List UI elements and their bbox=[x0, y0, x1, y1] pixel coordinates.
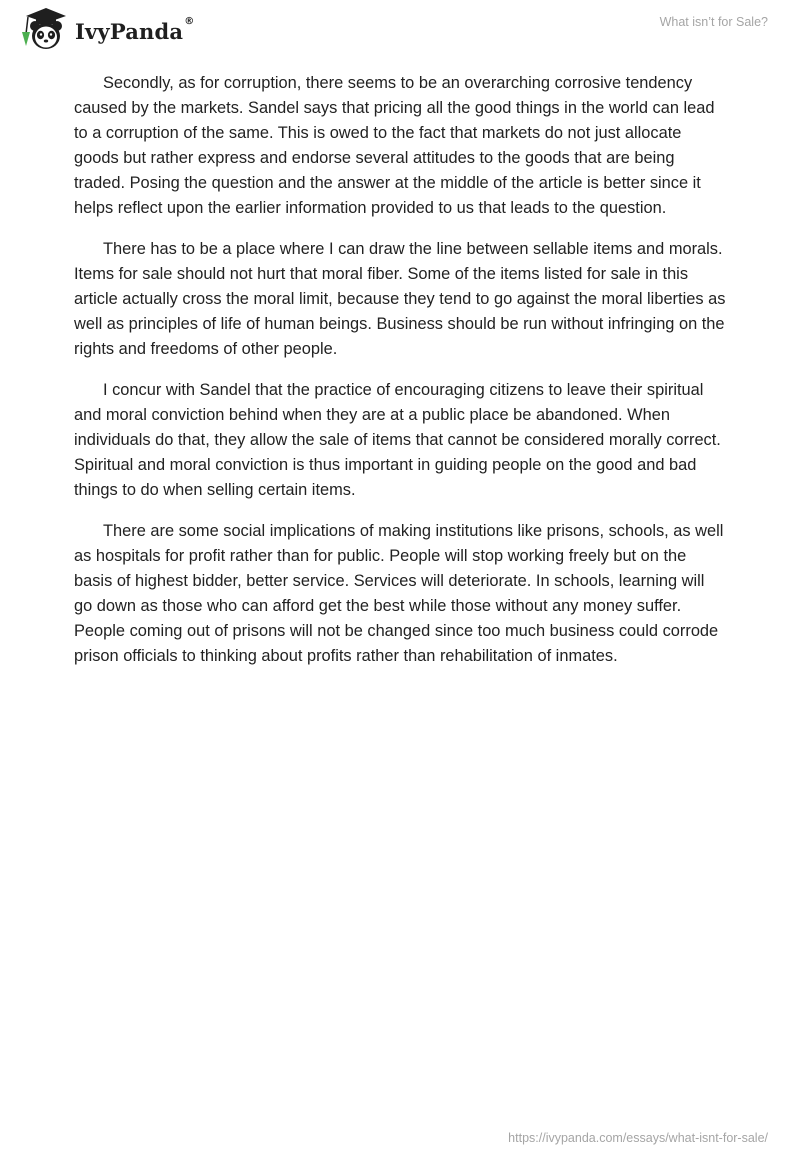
essay-body bbox=[74, 71, 726, 685]
ivypanda-logo[interactable] bbox=[14, 8, 194, 52]
page-title: What isn’t for Sale? bbox=[659, 15, 768, 29]
essay-paragraph: I concur with Sandel that the practice of encouraging citizens to leave their spiritual and moral conviction behind when they are at a public place be abandoned. When individuals do that, they allow the sale of items that cannot be considered morally correct. Spiritual and moral conviction is thus important in guiding people on the good and bad things to do when selling certain items. bbox=[74, 381, 721, 499]
essay-paragraph: There has to be a place where I can draw the line between sellable items and morals. Items for sale should not hurt that moral fiber. Some of the items listed for sale in this article actually cross the moral limit, because they tend to go against the moral liberties as well as principles of life of human beings. Business should be run without infringing on the rights and freedoms of other people. bbox=[74, 240, 726, 358]
page-header bbox=[0, 0, 800, 60]
source-url[interactable]: https://ivypanda.com/essays/what-isnt-for-sale/ bbox=[508, 1131, 768, 1145]
essay-paragraph: Secondly, as for corruption, there seems to be an overarching corrosive tendency caused by the markets. Sandel says that pricing all the good things in the world can lead to a corruption of the same. This is owed to the fact that markets do not just allocate goods but rather express and endorse several attitudes to the goods that are being traded. Posing the question and the answer at the middle of the article is better since it helps reflect upon the earlier information provided to us that leads to the question. bbox=[74, 74, 715, 217]
panda-graduation-cap-icon bbox=[14, 6, 76, 54]
essay-paragraph: There are some social implications of making institutions like prisons, schools, as well as hospitals for profit rather than for public. People will stop working freely but on the basis of highest bidder, better service. Services will deteriorate. In schools, learning will go down as those who can afford get the best while those without any money suffer. People coming out of prisons will not be changed since too much business could corrode prison officials to thinking about profits rather than rehabilitation of inmates. bbox=[74, 522, 724, 665]
brand-name: IvyPanda® bbox=[75, 15, 195, 44]
registered-mark: ® bbox=[184, 15, 195, 27]
